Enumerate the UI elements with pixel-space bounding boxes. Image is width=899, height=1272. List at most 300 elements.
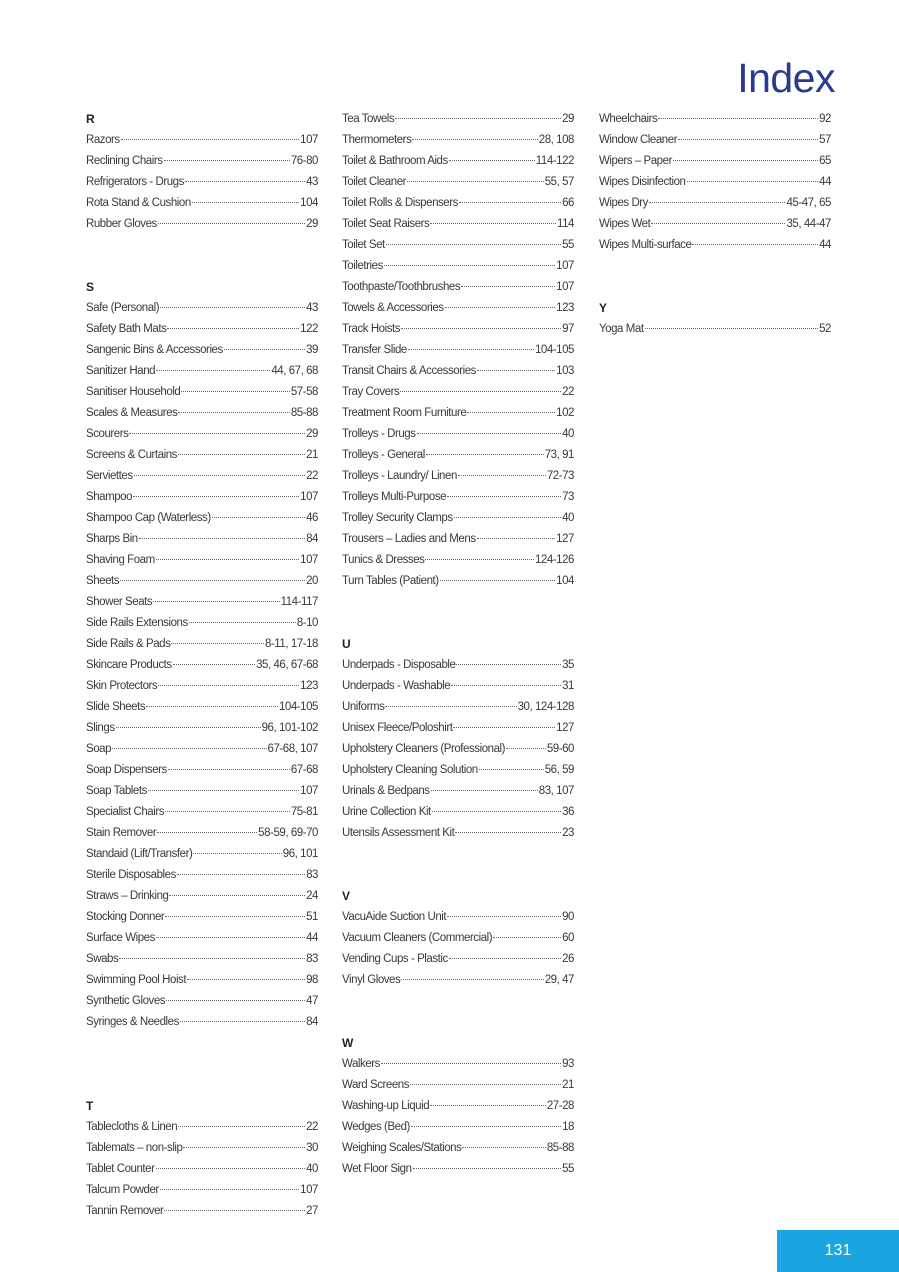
index-entry (342, 403, 574, 424)
entry-pages: 22 (306, 1121, 318, 1133)
entry-pages: 31 (562, 680, 574, 692)
entry-term: Tea Towels (342, 113, 395, 125)
index-entry (86, 718, 318, 739)
dot-leader (157, 832, 257, 833)
entry-pages: 55 (562, 1163, 574, 1175)
dot-leader (156, 559, 299, 560)
dot-leader (658, 118, 818, 119)
entry-term: Upholstery Cleaners (Professional) (342, 743, 506, 755)
entry-pages: 21 (306, 449, 318, 461)
dot-leader (192, 202, 299, 203)
entry-pages: 84 (306, 1016, 318, 1028)
entry-term: Vinyl Gloves (342, 974, 401, 986)
entry-term: Trolleys - Laundry/ Linen (342, 470, 457, 482)
entry-pages: 114-117 (280, 596, 318, 608)
index-entry (86, 487, 318, 508)
entry-pages: 85-88 (290, 407, 318, 419)
entry-term: Syringes & Needles (86, 1016, 179, 1028)
dot-leader (493, 937, 561, 938)
entry-pages: 55 (562, 239, 574, 251)
dot-leader (112, 748, 266, 749)
dot-leader (410, 1084, 561, 1085)
entry-term: Shaving Foam (86, 554, 155, 566)
entry-term: VacuAide Suction Unit (342, 911, 447, 923)
dot-leader (185, 181, 305, 182)
entry-pages: 83, 107 (538, 785, 574, 797)
entry-pages: 107 (300, 785, 318, 797)
entry-term: Transit Chairs & Accessories (342, 365, 476, 377)
dot-leader (178, 1126, 305, 1127)
entry-pages: 30, 124-128 (517, 701, 574, 713)
dot-leader (381, 1063, 561, 1064)
index-entry (342, 676, 574, 697)
dot-leader (451, 685, 561, 686)
entry-pages: 83 (306, 953, 318, 965)
entry-term: Synthetic Gloves (86, 995, 166, 1007)
entry-term: Wipes Multi-surface (599, 239, 692, 251)
index-entry (86, 382, 318, 403)
index-entry (342, 802, 574, 823)
entry-pages: 72-73 (546, 470, 574, 482)
entry-term: Sharps Bin (86, 533, 138, 545)
entry-pages: 45-47, 65 (786, 197, 831, 209)
entry-term: Soap Dispensers (86, 764, 167, 776)
entry-pages: 65 (819, 155, 831, 167)
dot-leader (462, 1147, 545, 1148)
entry-pages: 35, 44-47 (786, 218, 831, 230)
entry-term: Utensils Assessment Kit (342, 827, 455, 839)
entry-pages: 92 (819, 113, 831, 125)
entry-pages: 18 (562, 1121, 574, 1133)
dot-leader (156, 1168, 306, 1169)
entry-pages: 56, 59 (544, 764, 574, 776)
entry-term: Underpads - Washable (342, 680, 451, 692)
index-entry (86, 949, 318, 970)
index-entry (342, 466, 574, 487)
entry-pages: 51 (306, 911, 318, 923)
entry-term: Wheelchairs (599, 113, 658, 125)
entry-term: Shower Seats (86, 596, 153, 608)
entry-pages: 35 (562, 659, 574, 671)
entry-term: Track Hoists (342, 323, 401, 335)
entry-term: Rubber Gloves (86, 218, 157, 230)
entry-pages: 93 (562, 1058, 574, 1070)
index-entry (342, 445, 574, 466)
index-entry (86, 340, 318, 361)
index-entry (342, 970, 574, 991)
entry-pages: 107 (300, 1184, 318, 1196)
dot-leader (166, 1000, 305, 1001)
section-letter: T (86, 1099, 94, 1113)
entry-term: Wet Floor Sign (342, 1163, 412, 1175)
entry-term: Toilet Seat Raisers (342, 218, 430, 230)
entry-pages: 27-28 (546, 1100, 574, 1112)
entry-term: Unisex Fleece/Poloshirt (342, 722, 453, 734)
entry-term: Sanitizer Hand (86, 365, 156, 377)
dot-leader (160, 307, 305, 308)
dot-leader (458, 475, 546, 476)
entry-pages: 29, 47 (544, 974, 574, 986)
entry-pages: 20 (306, 575, 318, 587)
index-entry (342, 949, 574, 970)
entry-pages: 75-81 (290, 806, 318, 818)
entry-term: Trolleys - Drugs (342, 428, 416, 440)
entry-term: Slings (86, 722, 115, 734)
index-entry (86, 214, 318, 235)
index-column-1 (86, 109, 318, 1264)
index-entry (86, 655, 318, 676)
entry-term: Swimming Pool Hoist (86, 974, 187, 986)
dot-leader (153, 601, 279, 602)
entry-term: Razors (86, 134, 120, 146)
entry-pages: 40 (562, 428, 574, 440)
index-entry (342, 298, 574, 319)
entry-term: Stain Remover (86, 827, 157, 839)
dot-leader (134, 475, 305, 476)
entry-pages: 46 (306, 512, 318, 524)
entry-pages: 30 (306, 1142, 318, 1154)
entry-term: Tablet Counter (86, 1163, 155, 1175)
dot-leader (430, 223, 556, 224)
index-entry (86, 466, 318, 487)
entry-pages: 104-105 (278, 701, 318, 713)
entry-pages: 98 (306, 974, 318, 986)
index-entry (86, 424, 318, 445)
dot-leader (164, 1210, 305, 1211)
section-letter: R (86, 112, 95, 126)
index-entry (86, 403, 318, 424)
entry-term: Refrigerators - Drugs (86, 176, 184, 188)
index-entry (342, 361, 574, 382)
section-letter: Y (599, 301, 608, 315)
entry-pages: 57-58 (290, 386, 318, 398)
entry-term: Toilet Rolls & Dispensers (342, 197, 458, 209)
index-entry (599, 235, 831, 256)
index-section-v (342, 886, 574, 991)
dot-leader (212, 517, 305, 518)
entry-pages: 103 (556, 365, 574, 377)
index-entry (342, 823, 574, 844)
entry-pages: 44 (819, 176, 831, 188)
index-entry (342, 1054, 574, 1075)
entry-pages: 55, 57 (544, 176, 574, 188)
entry-term: Tablemats – non-slip (86, 1142, 183, 1154)
dot-leader (178, 412, 289, 413)
entry-term: Screens & Curtains (86, 449, 177, 461)
entry-term: Transfer Slide (342, 344, 407, 356)
index-section-t (86, 1096, 318, 1222)
dot-leader (425, 559, 533, 560)
dot-leader (401, 328, 561, 329)
entry-term: Sterile Disposables (86, 869, 176, 881)
entry-pages: 44 (819, 239, 831, 251)
dot-leader (445, 307, 556, 308)
entry-pages: 124-126 (534, 554, 574, 566)
entry-pages: 107 (300, 491, 318, 503)
dot-leader (645, 328, 819, 329)
index-entry (86, 886, 318, 907)
index-section-y (599, 298, 831, 340)
index-entry (86, 1012, 318, 1033)
index-entry (86, 823, 318, 844)
entry-pages: 59-60 (546, 743, 574, 755)
dot-leader (158, 223, 305, 224)
entry-term: Tannin Remover (86, 1205, 164, 1217)
entry-term: Tunics & Dresses (342, 554, 425, 566)
entry-pages: 107 (556, 281, 574, 293)
entry-pages: 43 (306, 176, 318, 188)
dot-leader (426, 454, 544, 455)
index-entry (86, 802, 318, 823)
index-entry (599, 214, 831, 235)
dot-leader (169, 895, 305, 896)
index-entry (342, 109, 574, 130)
entry-term: Trousers – Ladies and Mens (342, 533, 476, 545)
dot-leader (459, 202, 561, 203)
dot-leader (440, 580, 556, 581)
entry-pages: 58-59, 69-70 (258, 827, 318, 839)
dot-leader (173, 664, 255, 665)
entry-term: Soap Tablets (86, 785, 147, 797)
index-column-2 (342, 109, 574, 1222)
entry-pages: 127 (556, 533, 574, 545)
entry-term: Toilet Cleaner (342, 176, 407, 188)
index-entry (86, 844, 318, 865)
entry-pages: 52 (819, 323, 831, 335)
entry-pages: 102 (556, 407, 574, 419)
dot-leader (449, 958, 561, 959)
dot-leader (156, 370, 270, 371)
entry-pages: 22 (306, 470, 318, 482)
index-entry (342, 319, 574, 340)
entry-term: Reclining Chairs (86, 155, 163, 167)
entry-pages: 104 (300, 197, 318, 209)
entry-term: Trolley Security Clamps (342, 512, 453, 524)
entry-pages: 104 (556, 575, 574, 587)
entry-term: Tablecloths & Linen (86, 1121, 178, 1133)
entry-pages: 123 (300, 680, 318, 692)
page-number-badge (777, 1230, 899, 1272)
entry-pages: 23 (562, 827, 574, 839)
index-entry (86, 319, 318, 340)
entry-term: Shampoo (86, 491, 133, 503)
entry-pages: 8-11, 17-18 (264, 638, 318, 650)
entry-term: Toiletries (342, 260, 383, 272)
entry-term: Side Rails & Pads (86, 638, 171, 650)
dot-leader (119, 958, 305, 959)
entry-pages: 28, 108 (538, 134, 574, 146)
entry-term: Towels & Accessories (342, 302, 444, 314)
entry-term: Slide Sheets (86, 701, 146, 713)
index-section-continued (599, 109, 831, 256)
dot-leader (461, 286, 555, 287)
index-entry (86, 970, 318, 991)
dot-leader (395, 118, 561, 119)
index-entry (86, 550, 318, 571)
dot-leader (407, 181, 544, 182)
entry-pages: 47 (306, 995, 318, 1007)
index-entry (342, 487, 574, 508)
index-entry (86, 697, 318, 718)
dot-leader (692, 244, 818, 245)
dot-leader (164, 160, 290, 161)
dot-leader (651, 223, 785, 224)
entry-term: Swabs (86, 953, 119, 965)
dot-leader (177, 874, 305, 875)
index-entry (342, 130, 574, 151)
index-entry (86, 907, 318, 928)
dot-leader (120, 580, 305, 581)
entry-term: Scourers (86, 428, 129, 440)
section-letter: S (86, 280, 95, 294)
index-entry (342, 424, 574, 445)
section-letter: W (342, 1036, 354, 1050)
entry-pages: 97 (562, 323, 574, 335)
index-entry (86, 130, 318, 151)
dot-leader (171, 643, 264, 644)
entry-term: Skincare Products (86, 659, 172, 671)
dot-leader (193, 853, 281, 854)
entry-term: Rota Stand & Cushion (86, 197, 191, 209)
entry-term: Skin Protectors (86, 680, 158, 692)
dot-leader (129, 433, 305, 434)
entry-term: Wipers – Paper (599, 155, 672, 167)
entry-pages: 96, 101-102 (261, 722, 318, 734)
entry-term: Wipes Wet (599, 218, 651, 230)
entry-term: Standaid (Lift/Transfer) (86, 848, 193, 860)
dot-leader (156, 937, 305, 938)
dot-leader (148, 790, 299, 791)
entry-term: Sanitiser Household (86, 386, 181, 398)
dot-leader (168, 769, 290, 770)
entry-pages: 29 (562, 113, 574, 125)
entry-pages: 104-105 (534, 344, 574, 356)
dot-leader (386, 244, 561, 245)
dot-leader (401, 979, 543, 980)
entry-pages: 96, 101 (282, 848, 318, 860)
index-entry (86, 1201, 318, 1222)
dot-leader (447, 916, 561, 917)
index-entry (342, 550, 574, 571)
dot-leader (400, 391, 561, 392)
entry-pages: 43 (306, 302, 318, 314)
section-letter: V (342, 889, 351, 903)
index-entry (86, 571, 318, 592)
entry-term: Washing-up Liquid (342, 1100, 430, 1112)
dot-leader (678, 139, 818, 140)
dot-leader (417, 433, 562, 434)
index-entry (342, 655, 574, 676)
entry-pages: 67-68 (290, 764, 318, 776)
entry-pages: 27 (306, 1205, 318, 1217)
index-column-3 (599, 109, 831, 382)
entry-pages: 8-10 (296, 617, 318, 629)
index-section-u (342, 634, 574, 844)
index-entry (342, 739, 574, 760)
entry-term: Vending Cups - Plastic (342, 953, 448, 965)
entry-pages: 73, 91 (544, 449, 574, 461)
index-entry (86, 445, 318, 466)
entry-term: Urine Collection Kit (342, 806, 431, 818)
page-number: 131 (824, 1242, 852, 1259)
dot-leader (139, 538, 305, 539)
index-entry (86, 193, 318, 214)
dot-leader (181, 391, 289, 392)
index-entry (86, 592, 318, 613)
dot-leader (412, 139, 537, 140)
dot-leader (189, 622, 296, 623)
entry-pages: 73 (562, 491, 574, 503)
index-entry (599, 193, 831, 214)
index-entry (342, 781, 574, 802)
dot-leader (183, 1147, 305, 1148)
index-entry (342, 172, 574, 193)
index-entry (342, 928, 574, 949)
dot-leader (479, 769, 544, 770)
index-section-s (86, 277, 318, 1033)
dot-leader (160, 1189, 299, 1190)
dot-leader (408, 349, 534, 350)
entry-pages: 44, 67, 68 (271, 365, 318, 377)
entry-term: Talcum Powder (86, 1184, 159, 1196)
index-entry (342, 382, 574, 403)
index-entry (86, 508, 318, 529)
index-entry (86, 529, 318, 550)
dot-leader (413, 1168, 562, 1169)
index-entry (599, 319, 831, 340)
entry-pages: 24 (306, 890, 318, 902)
entry-term: Vacuum Cleaners (Commercial) (342, 932, 493, 944)
entry-term: Wipes Disinfection (599, 176, 686, 188)
index-entry (342, 571, 574, 592)
entry-term: Weighing Scales/Stations (342, 1142, 462, 1154)
dot-leader (121, 139, 299, 140)
entry-pages: 107 (556, 260, 574, 272)
entry-term: Serviettes (86, 470, 133, 482)
index-entry (342, 697, 574, 718)
dot-leader (187, 979, 305, 980)
index-entry (86, 991, 318, 1012)
entry-term: Trolleys Multi-Purpose (342, 491, 447, 503)
index-section-w (342, 1033, 574, 1180)
index-entry (342, 1096, 574, 1117)
index-entry (86, 613, 318, 634)
index-entry (86, 781, 318, 802)
entry-pages: 66 (562, 197, 574, 209)
dot-leader (385, 706, 516, 707)
index-entry (342, 193, 574, 214)
dot-leader (456, 664, 561, 665)
entry-term: Scales & Measures (86, 407, 178, 419)
entry-pages: 29 (306, 218, 318, 230)
entry-pages: 123 (556, 302, 574, 314)
dot-leader (165, 916, 305, 917)
entry-pages: 60 (562, 932, 574, 944)
entry-term: Urinals & Bedpans (342, 785, 430, 797)
entry-pages: 36 (562, 806, 574, 818)
dot-leader (477, 370, 555, 371)
entry-pages: 84 (306, 533, 318, 545)
dot-leader (454, 517, 561, 518)
dot-leader (453, 727, 555, 728)
entry-term: Stocking Donner (86, 911, 165, 923)
dot-leader (687, 181, 819, 182)
index-entry (86, 298, 318, 319)
dot-leader (133, 496, 299, 497)
index-entry (342, 508, 574, 529)
entry-term: Yoga Mat (599, 323, 644, 335)
entry-pages: 76-80 (290, 155, 318, 167)
